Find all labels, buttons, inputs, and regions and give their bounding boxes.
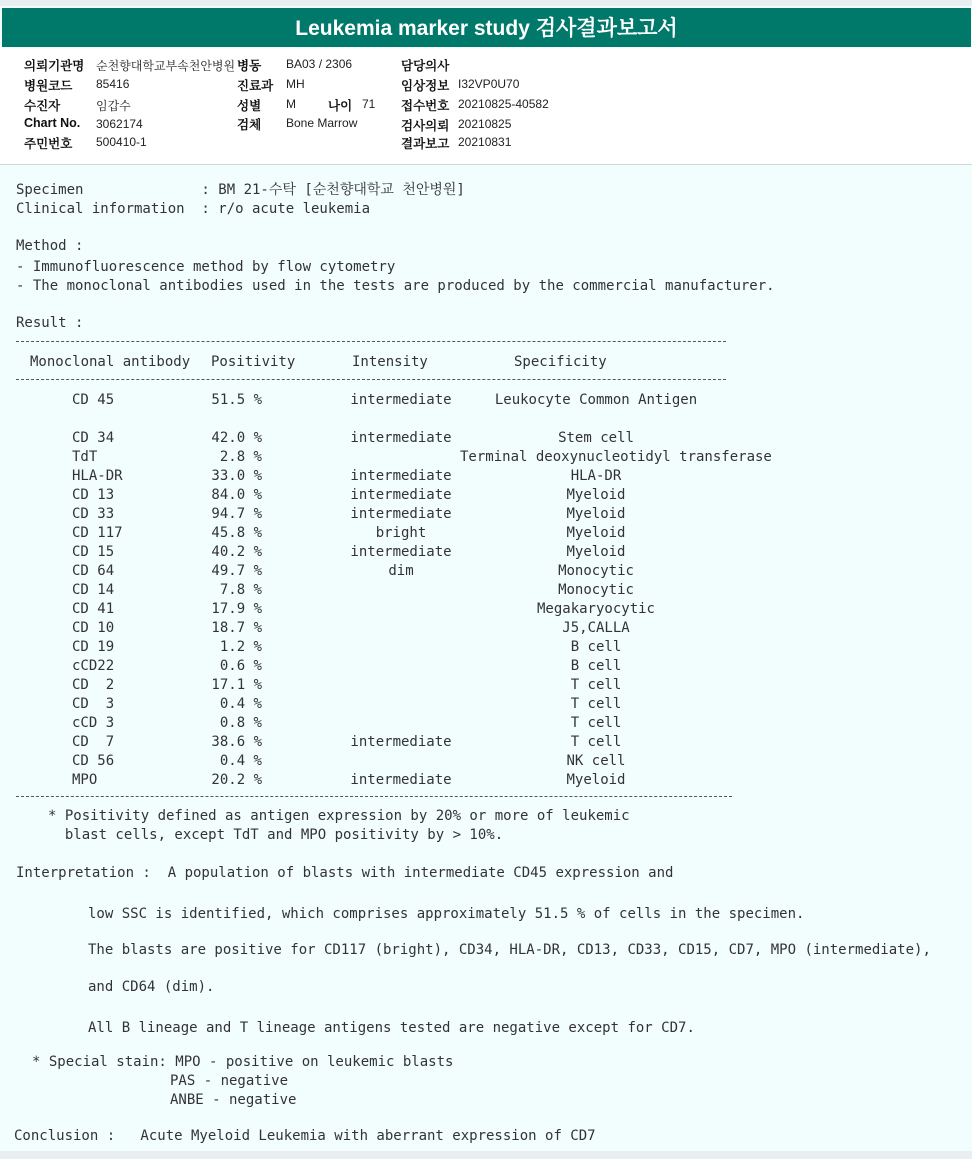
specimen-value: Bone Marrow xyxy=(286,116,358,130)
sex-label: 성별 xyxy=(237,99,262,113)
sex-value: M xyxy=(286,97,296,111)
table-row xyxy=(0,620,972,639)
result-report-label: 결과보고 xyxy=(401,137,450,151)
cell-positivity: 0.6 % xyxy=(219,658,262,674)
cell-specificity: Myeloid xyxy=(566,506,626,522)
hospital-code-label: 병원코드 xyxy=(24,79,73,93)
bottom-edge xyxy=(0,1151,972,1159)
test-request-label: 검사의뢰 xyxy=(401,119,450,133)
cell-intensity: intermediate xyxy=(350,487,452,503)
dept-label: 진료과 xyxy=(237,79,274,93)
table-row xyxy=(0,639,972,658)
specimen-label: 검체 xyxy=(237,118,262,132)
cell-intensity: dim xyxy=(388,563,414,579)
cell-positivity: 2.8 % xyxy=(219,449,262,465)
table-row xyxy=(0,753,972,772)
cell-positivity: 0.4 % xyxy=(219,753,262,769)
method-line-1: - Immunofluorescence method by flow cytometry xyxy=(16,259,396,275)
cell-intensity: intermediate xyxy=(350,506,452,522)
clinical-info-line: Clinical information : r/o acute leukemia xyxy=(16,201,371,217)
cell-specificity: B cell xyxy=(570,658,622,674)
table-header-row xyxy=(0,354,972,373)
cell-specificity: T cell xyxy=(570,677,622,693)
special-stain-line-2: PAS - negative xyxy=(170,1073,289,1089)
table-row xyxy=(0,715,972,734)
chart-no-value: 3062174 xyxy=(96,117,143,131)
specimen-line: Specimen : BM 21-수탁 [순천향대학교 천안병원] xyxy=(16,182,465,198)
method-line-2: - The monoclonal antibodies used in the tests are produced by the commercial manufacturer. xyxy=(16,278,775,294)
table-row xyxy=(0,734,972,753)
cell-antibody: CD 14 xyxy=(72,582,115,598)
cell-antibody: cCD22 xyxy=(72,658,115,674)
cell-positivity: 45.8 % xyxy=(211,525,262,541)
result-title: Result : xyxy=(16,315,84,331)
requesting-org-label: 의뢰기관명 xyxy=(24,59,85,73)
cell-specificity: Myeloid xyxy=(566,544,626,560)
patient-label: 수진자 xyxy=(24,99,61,113)
table-top-divider xyxy=(16,341,726,342)
cell-positivity: 42.0 % xyxy=(211,430,262,446)
conclusion-line: Conclusion : Acute Myeloid Leukemia with aberrant expression of CD7 xyxy=(14,1128,596,1144)
cell-positivity: 17.9 % xyxy=(211,601,262,617)
cell-positivity: 17.1 % xyxy=(211,677,262,693)
cell-positivity: 0.8 % xyxy=(219,715,262,731)
cell-antibody: CD 3 xyxy=(72,696,115,712)
age-value: 71 xyxy=(362,97,376,111)
cell-intensity: intermediate xyxy=(350,734,452,750)
result-report-value: 20210831 xyxy=(458,135,512,149)
table-row xyxy=(0,677,972,696)
id-no-label: 주민번호 xyxy=(24,137,73,151)
cell-intensity: intermediate xyxy=(350,430,452,446)
cell-specificity: Myeloid xyxy=(566,772,626,788)
cell-specificity: Monocytic xyxy=(558,563,634,579)
dept-value: MH xyxy=(286,77,305,91)
cell-antibody: CD 15 xyxy=(72,544,115,560)
cell-intensity: intermediate xyxy=(350,392,452,408)
cell-antibody: CD 33 xyxy=(72,506,115,522)
cell-antibody: CD 19 xyxy=(72,639,115,655)
ward-value: BA03 / 2306 xyxy=(286,57,353,71)
cell-specificity: Monocytic xyxy=(558,582,634,598)
table-row xyxy=(0,487,972,506)
cell-specificity: Myeloid xyxy=(566,487,626,503)
cell-specificity: NK cell xyxy=(566,753,626,769)
cell-intensity: intermediate xyxy=(350,544,452,560)
cell-positivity: 33.0 % xyxy=(211,468,262,484)
cell-positivity: 40.2 % xyxy=(211,544,262,560)
cell-antibody: CD 2 xyxy=(72,677,115,693)
table-row xyxy=(0,449,972,468)
clinical-info-label: 임상정보 xyxy=(401,79,450,93)
cell-positivity: 1.2 % xyxy=(219,639,262,655)
cell-positivity: 51.5 % xyxy=(211,392,262,408)
patient-info-panel xyxy=(0,48,972,165)
cell-intensity: intermediate xyxy=(350,772,452,788)
cell-specificity: Stem cell xyxy=(558,430,634,446)
table-row xyxy=(0,468,972,487)
special-stain-line-1: * Special stain: MPO - positive on leukemic blasts xyxy=(32,1054,454,1070)
interpretation-line-1: Interpretation : A population of blasts with intermediate CD45 expression and xyxy=(16,865,674,881)
cell-antibody: TdT xyxy=(72,449,98,465)
cell-specificity: Myeloid xyxy=(566,525,626,541)
cell-positivity: 94.7 % xyxy=(211,506,262,522)
cell-specificity: Leukocyte Common Antigen xyxy=(494,392,698,408)
cell-antibody: CD 41 xyxy=(72,601,115,617)
cell-specificity: T cell xyxy=(570,734,622,750)
cell-specificity: T cell xyxy=(570,715,622,731)
id-no-value: 500410-1 xyxy=(96,135,147,149)
age-label: 나이 xyxy=(328,99,353,113)
cell-specificity: HLA-DR xyxy=(570,468,622,484)
cell-antibody: CD 7 xyxy=(72,734,115,750)
clinical-info-value: I32VP0U70 xyxy=(458,77,520,91)
cell-antibody: CD 45 xyxy=(72,392,115,408)
table-header-divider xyxy=(16,379,726,380)
cell-antibody: CD 64 xyxy=(72,563,115,579)
header-antibody: Monoclonal antibody xyxy=(30,354,191,370)
cell-antibody: CD 10 xyxy=(72,620,115,636)
cell-positivity: 20.2 % xyxy=(211,772,262,788)
cell-antibody: HLA-DR xyxy=(72,468,123,484)
interpretation-line-5: All B lineage and T lineage antigens tested are negative except for CD7. xyxy=(88,1020,695,1036)
table-row xyxy=(0,430,972,449)
table-row xyxy=(0,601,972,620)
cell-positivity: 49.7 % xyxy=(211,563,262,579)
table-row xyxy=(0,696,972,715)
table-row xyxy=(0,525,972,544)
table-row xyxy=(0,544,972,563)
header-specificity: Specificity xyxy=(514,354,607,370)
cell-intensity: bright xyxy=(375,525,427,541)
ward-label: 병동 xyxy=(237,59,262,73)
cell-antibody: cCD 3 xyxy=(72,715,115,731)
method-title: Method : xyxy=(16,238,84,254)
cell-intensity: intermediate xyxy=(350,468,452,484)
cell-antibody: CD 34 xyxy=(72,430,115,446)
table-row xyxy=(0,563,972,582)
report-title: Leukemia marker study 검사결과보고서 xyxy=(2,8,971,47)
cell-positivity: 7.8 % xyxy=(219,582,262,598)
cell-positivity: 84.0 % xyxy=(211,487,262,503)
header-positivity: Positivity xyxy=(211,354,296,370)
report-body xyxy=(0,170,972,1159)
table-row xyxy=(0,772,972,791)
cell-antibody: CD 117 xyxy=(72,525,123,541)
cell-antibody: MPO xyxy=(72,772,98,788)
cell-antibody: CD 13 xyxy=(72,487,115,503)
cell-positivity: 38.6 % xyxy=(211,734,262,750)
table-bottom-divider xyxy=(16,796,732,797)
interpretation-line-4: and CD64 (dim). xyxy=(88,979,215,995)
interpretation-line-3: The blasts are positive for CD117 (bright), CD34, HLA-DR, CD13, CD33, CD15, CD7, MPO (intermediate), xyxy=(88,942,931,958)
receipt-no-value: 20210825-40582 xyxy=(458,97,549,111)
footnote-line-2: blast cells, except TdT and MPO positivity by > 10%. xyxy=(48,827,504,843)
cell-specificity: J5,CALLA xyxy=(562,620,630,636)
cell-specificity: Terminal deoxynucleotidyl transferase xyxy=(460,449,772,465)
cell-positivity: 18.7 % xyxy=(211,620,262,636)
table-row xyxy=(0,506,972,525)
cell-specificity: T cell xyxy=(570,696,622,712)
cell-antibody: CD 56 xyxy=(72,753,115,769)
test-request-value: 20210825 xyxy=(458,117,512,131)
cell-specificity: B cell xyxy=(570,639,622,655)
doctor-label: 담당의사 xyxy=(401,59,450,73)
special-stain-line-3: ANBE - negative xyxy=(170,1092,297,1108)
footnote-line-1: * Positivity defined as antigen expression by 20% or more of leukemic xyxy=(48,808,630,824)
chart-no-label: Chart No. xyxy=(24,116,81,130)
interpretation-line-2: low SSC is identified, which comprises approximately 51.5 % of cells in the specimen. xyxy=(88,906,805,922)
table-row xyxy=(0,658,972,677)
receipt-no-label: 접수번호 xyxy=(401,99,450,113)
requesting-org-value: 순천향대학교부속천안병원 xyxy=(96,59,236,73)
top-edge xyxy=(0,0,972,6)
header-intensity: Intensity xyxy=(352,354,428,370)
table-row xyxy=(0,392,972,411)
table-row xyxy=(0,582,972,601)
cell-specificity: Megakaryocytic xyxy=(536,601,655,617)
cell-positivity: 0.4 % xyxy=(219,696,262,712)
patient-value: 임갑수 xyxy=(96,99,131,113)
hospital-code-value: 85416 xyxy=(96,77,130,91)
